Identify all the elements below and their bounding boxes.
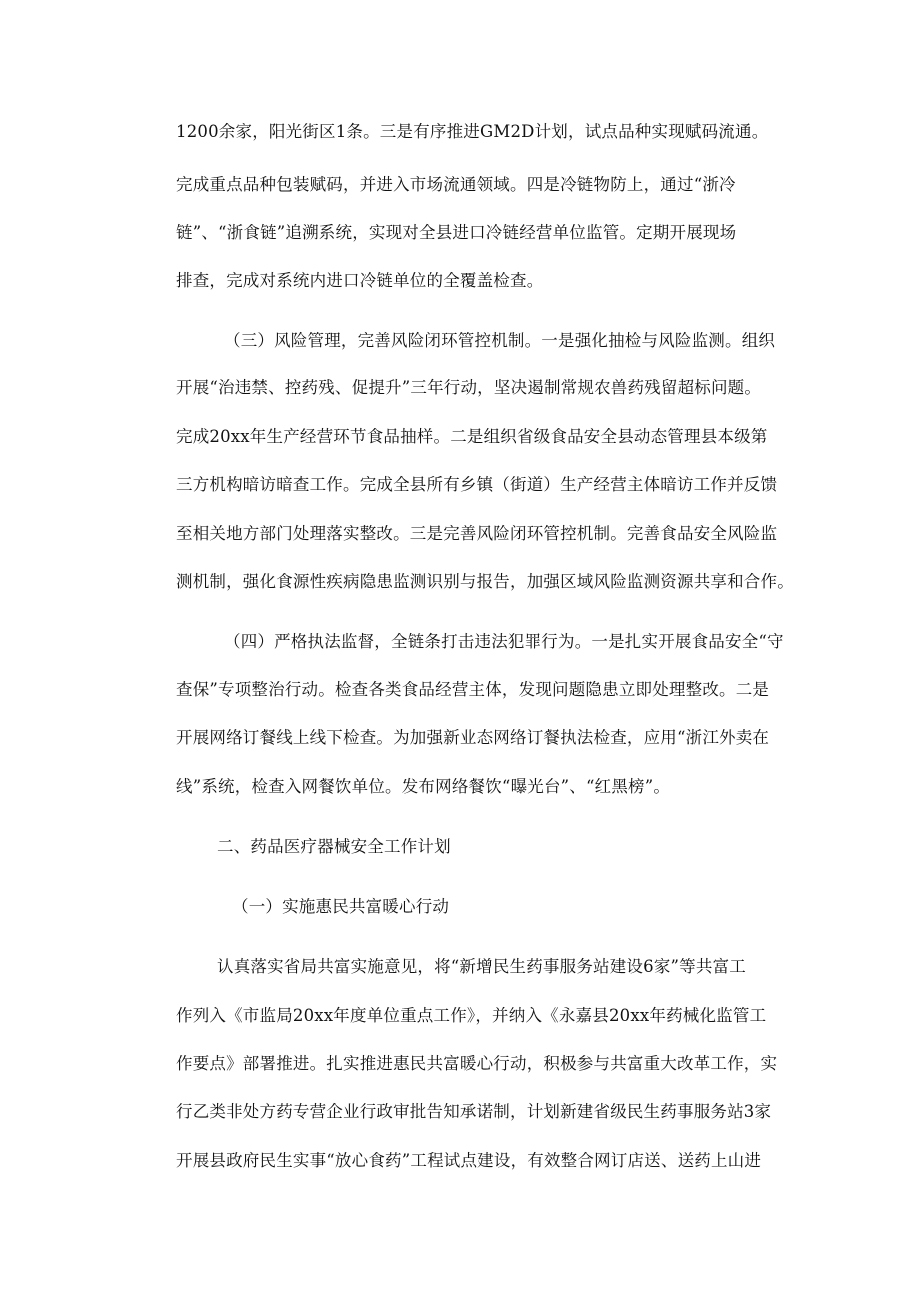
text-line: 行乙类非处方药专营企业行政审批告知承诺制，计划新建省级民生药事服务站3家 xyxy=(176,1102,772,1121)
text-line: 认真落实省局共富实施意见，将“新增民生药事服务站建设6家”等共富工 xyxy=(217,957,746,976)
text-line: 线”系统，检查入网餐饮单位。发布网络餐饮“曝光台”、“红黑榜”。 xyxy=(176,777,671,796)
text-line: 完成20xx年生产经营环节食品抽样。二是组织省级食品安全县动态管理县本级第 xyxy=(176,427,768,446)
text-line: 开展“治违禁、控药残、促提升”三年行动，坚决遏制常规农兽药残留超标问题。 xyxy=(176,378,762,397)
text-line: 测机制，强化食源性疾病隐患监测识别与报告，加强区域风险监测资源共享和合作。 xyxy=(176,572,794,591)
text-line: （四）严格执法监督，全链条打击违法犯罪行为。一是扎实开展食品安全“守 xyxy=(224,632,784,651)
text-line: 开展网络订餐线上线下检查。为加强新业态网络订餐执法检查，应用“浙江外卖在 xyxy=(176,728,770,747)
text-line: 至相关地方部门处理落实整改。三是完善风险闭环管控机制。完善食品安全风险监 xyxy=(176,524,778,543)
text-line: 查保”专项整治行动。检查各类食品经营主体，发现问题隐患立即处理整改。二是 xyxy=(176,680,770,699)
text-line: （三）风险管理，完善风险闭环管控机制。一是强化抽检与风险监测。组织 xyxy=(224,331,776,350)
text-line: 排查，完成对系统内进口冷链单位的全覆盖检查。 xyxy=(176,271,544,290)
text-line: 1200余家，阳光街区1条。三是有序推进GM2D计划，试点品种实现赋码流通。 xyxy=(176,122,769,141)
text-line: 链”、“浙食链”追溯系统，实现对全县进口冷链经营单位监管。定期开展现场 xyxy=(176,223,737,242)
subsection-heading: （一）实施惠民共富暖心行动 xyxy=(232,897,450,916)
text-line: 作要点》部署推进。扎实推进惠民共富暖心行动，积极参与共富重大改革工作，实 xyxy=(176,1054,778,1073)
text-line: 作列入《市监局20xx年度单位重点工作》，并纳入《永嘉县20xx年药械化监管工 xyxy=(176,1006,767,1025)
text-line: 完成重点品种包装赋码，并进入市场流通领域。四是冷链物防上，通过“浙冷 xyxy=(176,175,736,194)
section-heading: 二、药品医疗器械安全工作计划 xyxy=(217,837,451,856)
text-line: 开展县政府民生实事“放心食药”工程试点建设，有效整合网订店送、送药上山进 xyxy=(176,1151,762,1170)
text-line: 三方机构暗访暗查工作。完成全县所有乡镇（街道）生产经营主体暗访工作并反馈 xyxy=(176,475,778,494)
